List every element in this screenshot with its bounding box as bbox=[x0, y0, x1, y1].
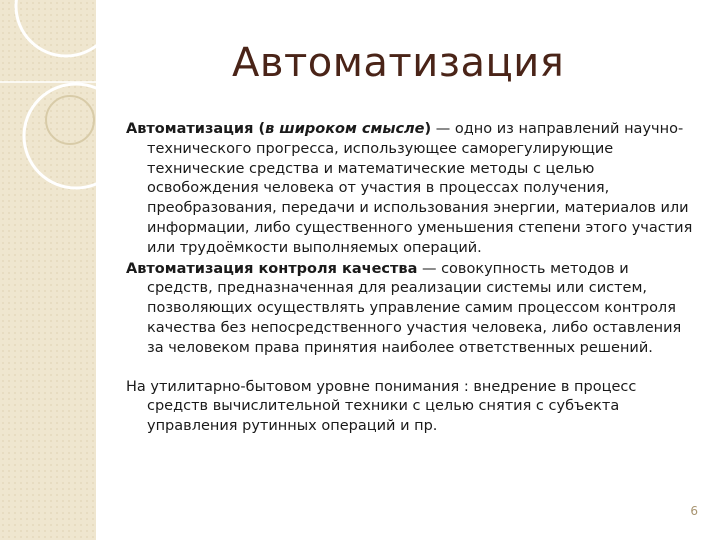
slide-body bbox=[126, 120, 698, 438]
term-quality-control-automation: Автоматизация контроля качества bbox=[126, 260, 418, 277]
definition-paragraph-quality-control bbox=[126, 260, 698, 359]
definition-text: На утилитарно-бытовом уровне понимания : внедрение в процесс средств вычислительной техники с целью снятия с субъекта управления рутинных операций и пр. bbox=[126, 378, 637, 435]
definition-paragraph-general bbox=[126, 120, 698, 259]
term-automation: Автоматизация ( bbox=[126, 121, 266, 137]
term-close-paren: ) bbox=[424, 121, 432, 137]
page-number: 6 bbox=[690, 504, 698, 518]
definition-text: — совокупность методов и средств, предназначенная для реализации системы или систем, позволяющих осуществлять управление самим процессом контроля качества без непосредственного участия человека, либо оставления за человеком права принятия наиболее ответственных решений. bbox=[147, 260, 682, 356]
definition-paragraph-everyday bbox=[126, 378, 698, 437]
slide-title: Автоматизация bbox=[232, 40, 565, 86]
decorative-side-panel bbox=[0, 0, 96, 540]
term-qualifier: в широком смысле bbox=[265, 121, 425, 137]
definition-text: — одно из направлений научно-технического прогресса, использующее саморегулирующие технические средства и математические методы с целью освобождения человека от участия в процессах получения, преобразования, передачи и использования энергии, материалов или информации, либо существенного уменьшения степени этого участия или трудоёмкости выполняемых операций. bbox=[147, 121, 693, 256]
decorative-circles bbox=[0, 0, 96, 540]
